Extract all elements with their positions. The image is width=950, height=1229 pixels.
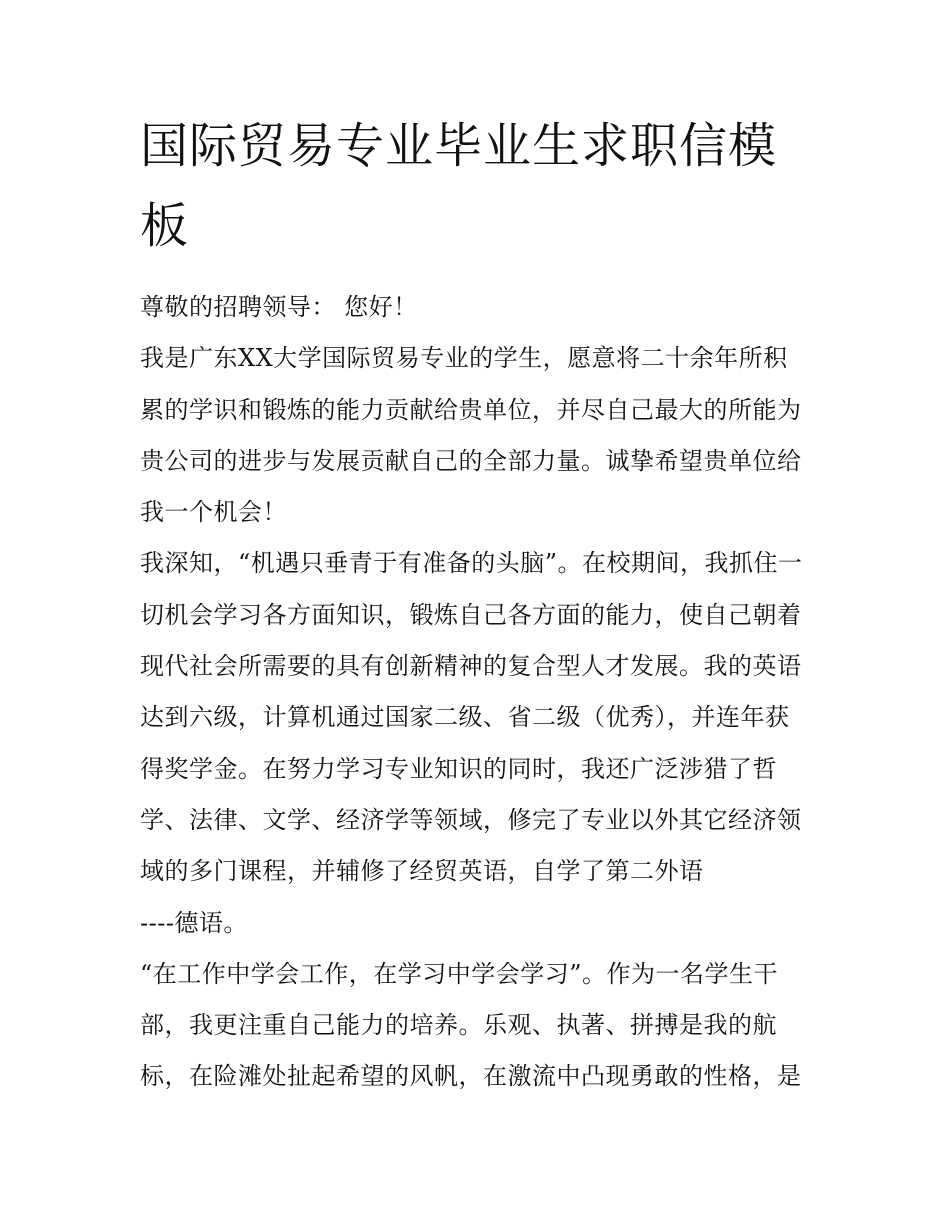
paragraph-line: 部，我更注重自己能力的培养。乐观、执著、拼搏是我的航 <box>140 1011 777 1040</box>
paragraph-line: ----德语。 <box>140 908 248 937</box>
paragraph-line: 我一个机会！ <box>140 498 287 527</box>
paragraph-line: 学、法律、文学、经济学等领域，修完了专业以外其它经济领 <box>140 805 802 834</box>
salutation-line: 尊敬的招聘领导： 您好！ <box>140 293 418 321</box>
paragraph-line: 累的学识和锻炼的能力贡献给贵单位，并尽自己最大的所能为 <box>140 395 802 424</box>
document-title <box>140 106 820 266</box>
paragraph-line: 标，在险滩处扯起希望的风帆，在激流中凸现勇敢的性格，是 <box>140 1062 802 1091</box>
paragraph-line: 切机会学习各方面知识，锻炼自己各方面的能力，使自己朝着 <box>140 600 802 629</box>
paragraph-line: 得奖学金。在努力学习专业知识的同时，我还广泛涉猎了哲 <box>140 754 777 783</box>
paragraph-line: 我是广东XX大学国际贸易专业的学生，愿意将二十余年所积 <box>140 344 788 373</box>
title-line: 板 <box>140 198 190 254</box>
paragraph-line: 我深知，“机遇只垂青于有准备的头脑”。在校期间，我抓住一 <box>140 549 803 578</box>
paragraph-line: “在工作中学会工作，在学习中学会学习”。作为一名学生干 <box>140 959 779 988</box>
paragraph-line: 贵公司的进步与发展贡献自己的全部力量。诚挚希望贵单位给 <box>140 446 802 475</box>
paragraph-line: 现代社会所需要的具有创新精神的复合型人才发展。我的英语 <box>140 652 802 681</box>
title-line: 国际贸易专业毕业生求职信模 <box>140 118 778 174</box>
paragraph-line: 达到六级，计算机通过国家二级、省二级（优秀），并连年获 <box>140 703 790 732</box>
letter-body <box>140 282 830 1103</box>
paragraph-line: 域的多门课程，并辅修了经贸英语，自学了第二外语 <box>140 857 704 886</box>
